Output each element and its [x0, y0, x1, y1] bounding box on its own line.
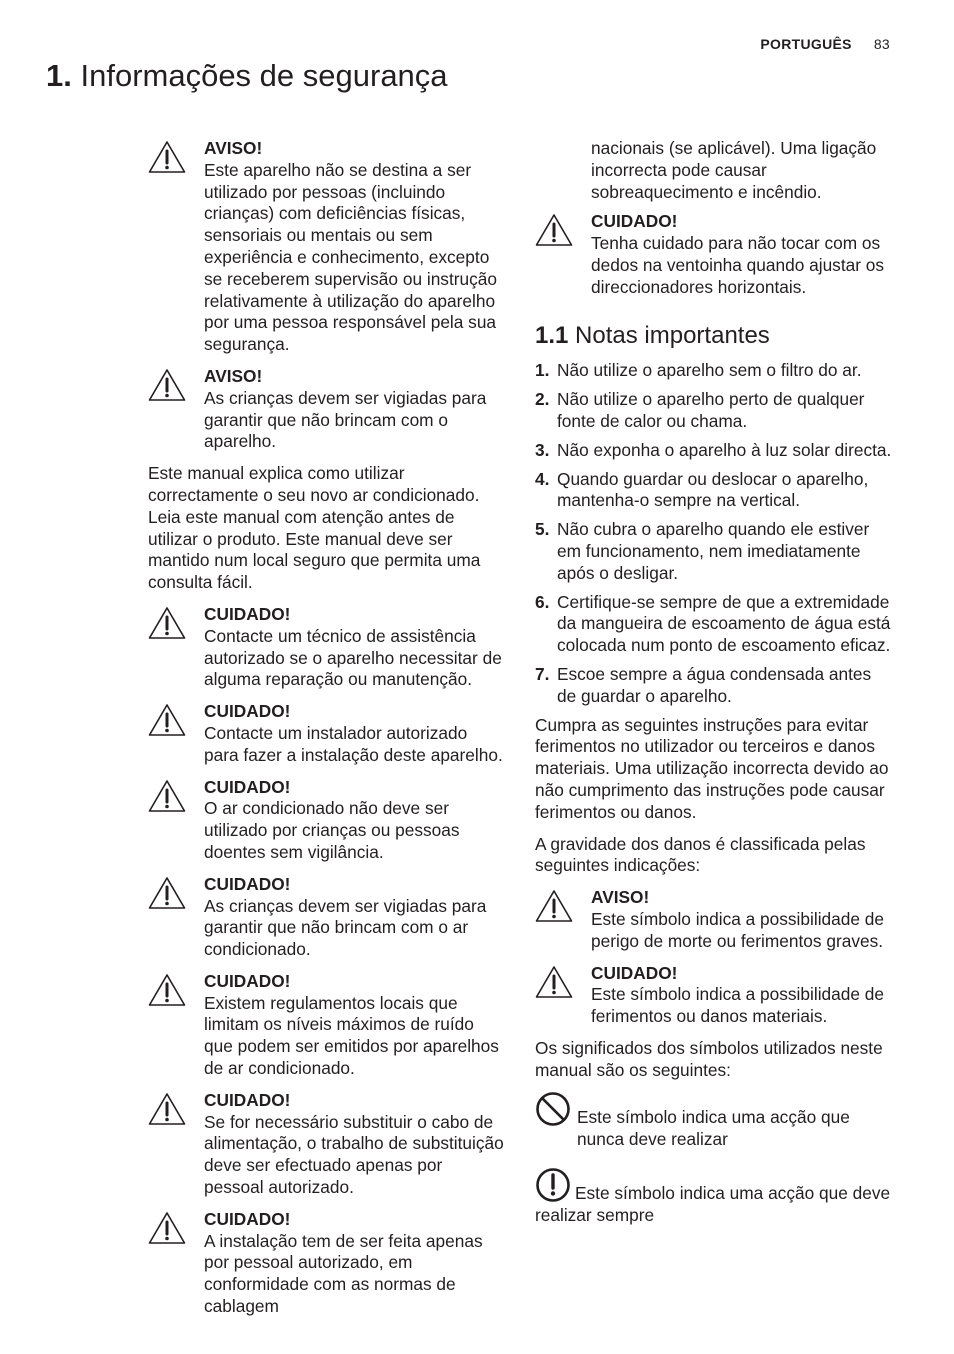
- severity-paragraph: A gravidade dos danos é classificada pelas seguintes indicações:: [535, 833, 866, 876]
- warning-heading: AVISO!: [204, 138, 263, 158]
- notes-list: [535, 360, 893, 707]
- caution-text: Contacte um instalador autorizado para fazer a instalação deste aparelho.: [204, 722, 503, 765]
- warning-block: [148, 138, 504, 356]
- list-item-number: 6.: [535, 591, 550, 612]
- caution-text: Tenha cuidado para não tocar com os dedos na ventoinha quando ajustar os direccionadores horizontais.: [591, 233, 885, 297]
- caution-heading: CUIDADO!: [204, 1208, 291, 1229]
- warning-triangle-icon: [535, 213, 573, 247]
- list-item: [535, 389, 893, 433]
- warning-triangle-icon: [148, 973, 186, 1007]
- list-item-number: 4.: [535, 468, 550, 489]
- warning-heading: AVISO!: [204, 365, 263, 386]
- warning-text: Este símbolo indica a possibilidade de perigo de morte ou ferimentos graves.: [591, 908, 884, 951]
- list-item: [535, 519, 893, 584]
- page-header: [760, 36, 890, 52]
- list-item: [535, 440, 893, 462]
- caution-block: [535, 211, 893, 298]
- list-item-number: 5.: [535, 519, 550, 540]
- intro-paragraph: Este manual explica como utilizar correctamente o seu novo ar condicionado. Leia este manual com atenção antes de utilizar o produto. Este manual deve ser mantido num local seguro que permita uma consulta fácil.: [148, 463, 481, 593]
- caution-heading: CUIDADO!: [204, 1089, 291, 1110]
- warning-triangle-icon: [148, 779, 186, 813]
- list-item-text: Não exponha o aparelho à luz solar directa.: [557, 439, 892, 460]
- list-item-number: 1.: [535, 360, 550, 381]
- warning-triangle-icon: [148, 140, 186, 174]
- caution-heading: CUIDADO!: [204, 776, 291, 797]
- caution-text: O ar condicionado não deve ser utilizado por crianças ou pessoas doentes sem vigilância.: [204, 798, 460, 862]
- warning-triangle-icon: [535, 965, 573, 999]
- warning-block: [535, 887, 893, 952]
- caution-block: [535, 963, 893, 1028]
- right-column: [535, 138, 893, 1227]
- caution-block: [148, 1090, 504, 1199]
- section-heading: [535, 321, 893, 349]
- warning-heading: AVISO!: [591, 887, 650, 908]
- warning-block: [148, 366, 504, 453]
- caution-block: [148, 874, 504, 961]
- caution-block: [148, 604, 504, 691]
- warning-triangle-icon: [148, 703, 186, 737]
- warning-text: As crianças devem ser vigiadas para garantir que não brincam com o aparelho.: [204, 387, 487, 452]
- warning-triangle-icon: [148, 1211, 186, 1245]
- continued-text: nacionais (se aplicável). Uma ligação incorrecta pode causar sobreaquecimento e incêndio.: [591, 138, 877, 202]
- warning-triangle-icon: [148, 1092, 186, 1126]
- list-item-number: 7.: [535, 663, 550, 684]
- prohibited-symbol-text: Este símbolo indica uma acção que nunca deve realizar: [577, 1107, 850, 1150]
- prohibited-icon: [535, 1091, 571, 1127]
- mandatory-symbol-entry: [535, 1167, 893, 1227]
- page-title: [46, 58, 448, 94]
- title-text: Informações de segurança: [80, 58, 448, 93]
- list-item: [535, 664, 893, 708]
- list-item-text: Não utilize o aparelho perto de qualquer fonte de calor ou chama.: [557, 389, 865, 431]
- warning-triangle-icon: [535, 889, 573, 923]
- title-number: 1.: [46, 58, 72, 93]
- caution-block: [148, 971, 504, 1080]
- caution-block: [148, 777, 504, 864]
- caution-text: Este símbolo indica a possibilidade de ferimentos ou danos materiais.: [591, 984, 884, 1027]
- list-item-text: Certifique-se sempre de que a extremidade da mangueira de escoamento de água está colocada num ponto de escoamento eficaz.: [557, 591, 891, 656]
- caution-text: Existem regulamentos locais que limitam os níveis máximos de ruído que podem ser emitidos por aparelhos de ar condicionado.: [204, 992, 499, 1079]
- caution-text: A instalação tem de ser feita apenas por pessoal autorizado, em conformidade com as normas de cablagem: [204, 1230, 483, 1317]
- prohibited-symbol-entry: [535, 1097, 893, 1151]
- caution-block: [148, 701, 504, 766]
- instructions-paragraph: Cumpra as seguintes instruções para evitar ferimentos no utilizador ou terceiros e danos materiais. Uma utilização incorrecta devido ao não cumprimento das instruções pode causar ferimentos ou danos.: [535, 714, 889, 822]
- caution-block: [148, 1209, 504, 1318]
- list-item: [535, 360, 893, 382]
- list-item-text: Não cubra o aparelho quando ele estiver em funcionamento, nem imediatamente após o desligar.: [557, 519, 870, 583]
- list-item: [535, 469, 893, 513]
- caution-text: As crianças devem ser vigiadas para garantir que não brincam com o ar condicionado.: [204, 895, 487, 960]
- section-number: 1.1: [535, 321, 569, 349]
- list-item-number: 2.: [535, 389, 550, 410]
- caution-heading: CUIDADO!: [204, 603, 291, 624]
- list-item-text: Não utilize o aparelho sem o filtro do ar.: [557, 360, 862, 381]
- caution-heading: CUIDADO!: [591, 962, 678, 983]
- caution-heading: CUIDADO!: [204, 701, 291, 722]
- page-number: 83: [873, 36, 890, 52]
- section-title: Notas importantes: [575, 321, 770, 349]
- header-language: PORTUGUÊS: [760, 36, 852, 52]
- caution-heading: CUIDADO!: [204, 970, 291, 991]
- caution-text: Se for necessário substituir o cabo de alimentação, o trabalho de substituição deve ser efectuado apenas por pessoal autorizado.: [204, 1111, 504, 1198]
- mandatory-symbol-text: Este símbolo indica uma acção que deve realizar sempre: [535, 1183, 891, 1225]
- left-column: [148, 138, 504, 1328]
- caution-heading: CUIDADO!: [591, 211, 678, 232]
- list-item-number: 3.: [535, 439, 550, 460]
- list-item: [535, 592, 893, 657]
- symbols-paragraph: Os significados dos símbolos utilizados neste manual são os seguintes:: [535, 1037, 883, 1080]
- warning-triangle-icon: [148, 876, 186, 910]
- caution-heading: CUIDADO!: [204, 873, 291, 894]
- caution-text: Contacte um técnico de assistência autorizado se o aparelho necessitar de alguma reparação ou manutenção.: [204, 625, 502, 690]
- list-item-text: Quando guardar ou deslocar o aparelho, mantenha-o sempre na vertical.: [557, 468, 869, 511]
- warning-text: Este aparelho não se destina a ser utilizado por pessoas (incluindo crianças) com deficiências físicas, sensoriais ou mentais ou sem experiência e conhecimento, excepto se receberem supervisão ou instrução relativamente à utilização do aparelho por uma pessoa responsável pela sua segurança.: [204, 159, 497, 355]
- warning-triangle-icon: [148, 368, 186, 402]
- warning-triangle-icon: [148, 606, 186, 640]
- list-item-text: Escoe sempre a água condensada antes de guardar o aparelho.: [557, 663, 872, 706]
- exclamation-circle-icon: [535, 1167, 571, 1203]
